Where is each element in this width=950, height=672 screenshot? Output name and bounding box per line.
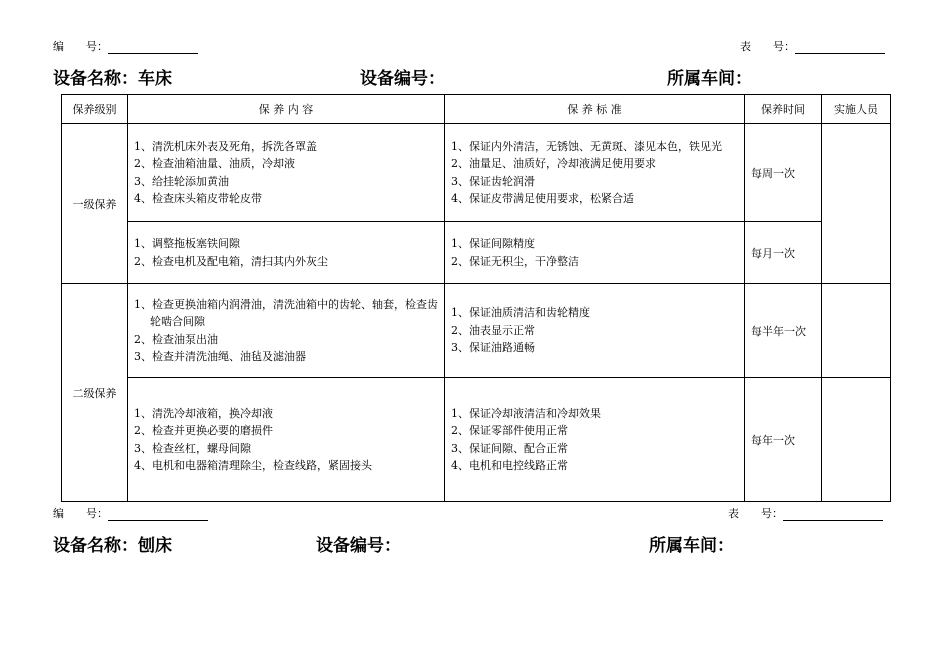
- header-time: 保养时间: [745, 95, 822, 124]
- list-item: 2、保证零部件使用正常: [451, 424, 568, 437]
- list-item: 1、保证间隙精度: [451, 237, 535, 250]
- list-item: 3、保证齿轮润滑: [451, 174, 535, 188]
- code-label-2: 编 号：: [53, 507, 108, 520]
- workshop: 所属车间：: [667, 69, 752, 89]
- header-standard: 保 养 标 准: [445, 95, 745, 124]
- time-cell: 每半年一次: [745, 284, 822, 378]
- time-cell: 每年一次: [745, 378, 822, 502]
- list-item: 3、检查丝杠，螺母间隙: [134, 441, 251, 455]
- table-row: [62, 222, 891, 284]
- list-item: 4、电机和电器箱清理除尘，检查线路，紧固接头: [134, 459, 372, 472]
- form-no-blank: [795, 41, 885, 54]
- staff-cell: [822, 124, 891, 284]
- list-item: 2、检查并更换必要的磨损件: [134, 424, 273, 437]
- list-item: 3、给挂轮添加黄油: [134, 174, 229, 188]
- level-cell: 二级保养: [62, 284, 128, 502]
- list-item: 1、清洗机床外表及死角，拆洗各罩盖: [134, 139, 317, 153]
- form-no-label-2: 表 号：: [728, 507, 783, 520]
- code-label: 编 号：: [53, 40, 108, 53]
- equipment-name: 设备名称：车床: [53, 69, 172, 89]
- list-item: 3、检查并清洗油绳、油毡及滤油器: [134, 350, 306, 363]
- table-header-row: [62, 95, 891, 124]
- table-row: [62, 124, 891, 222]
- content-cell: [128, 284, 445, 378]
- form-no-blank-2: [783, 508, 883, 521]
- list-item: 1、保证内外清洁，无锈蚀、无黄斑、漆见本色，铁见光: [451, 139, 722, 153]
- list-item: 2、油量足、油质好，冷却液满足使用要求: [451, 157, 656, 170]
- table-row: [62, 378, 891, 502]
- code-blank-2: [108, 508, 208, 521]
- staff-cell: [822, 284, 891, 378]
- list-item: 4、电机和电控线路正常: [451, 459, 568, 472]
- staff-cell: [822, 378, 891, 502]
- content-cell: [128, 378, 445, 502]
- header-content: 保 养 内 容: [128, 95, 445, 124]
- list-item: 4、保证皮带满足使用要求，松紧合适: [451, 192, 634, 205]
- form-no-label: 表 号：: [740, 40, 795, 53]
- workshop-2: 所属车间：: [649, 536, 734, 556]
- list-item: 3、保证间隙、配合正常: [451, 441, 568, 455]
- equipment-name-2: 设备名称：刨床: [53, 536, 172, 556]
- equipment-no: 设备编号：: [360, 69, 445, 89]
- time-cell: 每月一次: [745, 222, 822, 284]
- list-item: 1、清洗冷却液箱，换冷却液: [134, 406, 273, 420]
- level-cell: 一级保养: [62, 124, 128, 284]
- content-cell: [128, 124, 445, 222]
- list-item: 3、保证油路通畅: [451, 341, 535, 355]
- header-staff: 实施人员: [822, 95, 891, 124]
- form-no-field: [740, 38, 885, 54]
- list-item: 4、检查床头箱皮带轮皮带: [134, 192, 262, 205]
- form-no-field-2: [728, 505, 883, 521]
- code-field-2: [53, 505, 208, 521]
- list-item: 2、油表显示正常: [451, 323, 535, 337]
- header-level: 保养级别: [62, 95, 128, 124]
- code-blank: [108, 41, 198, 54]
- standard-cell: [445, 378, 745, 502]
- list-item: 2、保证无积尘，干净整洁: [451, 254, 579, 268]
- maintenance-table: [61, 94, 891, 502]
- code-field: [53, 38, 198, 54]
- equipment-no-2: 设备编号：: [316, 536, 401, 556]
- time-cell: 每周一次: [745, 124, 822, 222]
- standard-cell: [445, 124, 745, 222]
- list-item: 2、检查电机及配电箱，清扫其内外灰尘: [134, 254, 328, 268]
- list-item: 2、检查油泵出油: [134, 332, 218, 346]
- list-item: 2、检查油箱油量、油质，冷却液: [134, 157, 295, 170]
- standard-cell: [445, 222, 745, 284]
- content-cell: [128, 222, 445, 284]
- standard-cell: [445, 284, 745, 378]
- table-row: [62, 284, 891, 378]
- list-item: 1、保证油质清洁和齿轮精度: [451, 306, 590, 320]
- list-item: 1、保证冷却液清洁和冷却效果: [451, 406, 601, 420]
- list-item: 1、检查更换油箱内润滑油，清洗油箱中的齿轮、轴套，检查齿轮啮合间隙: [134, 297, 438, 328]
- list-item: 1、调整拖板塞铁间隙: [134, 237, 240, 250]
